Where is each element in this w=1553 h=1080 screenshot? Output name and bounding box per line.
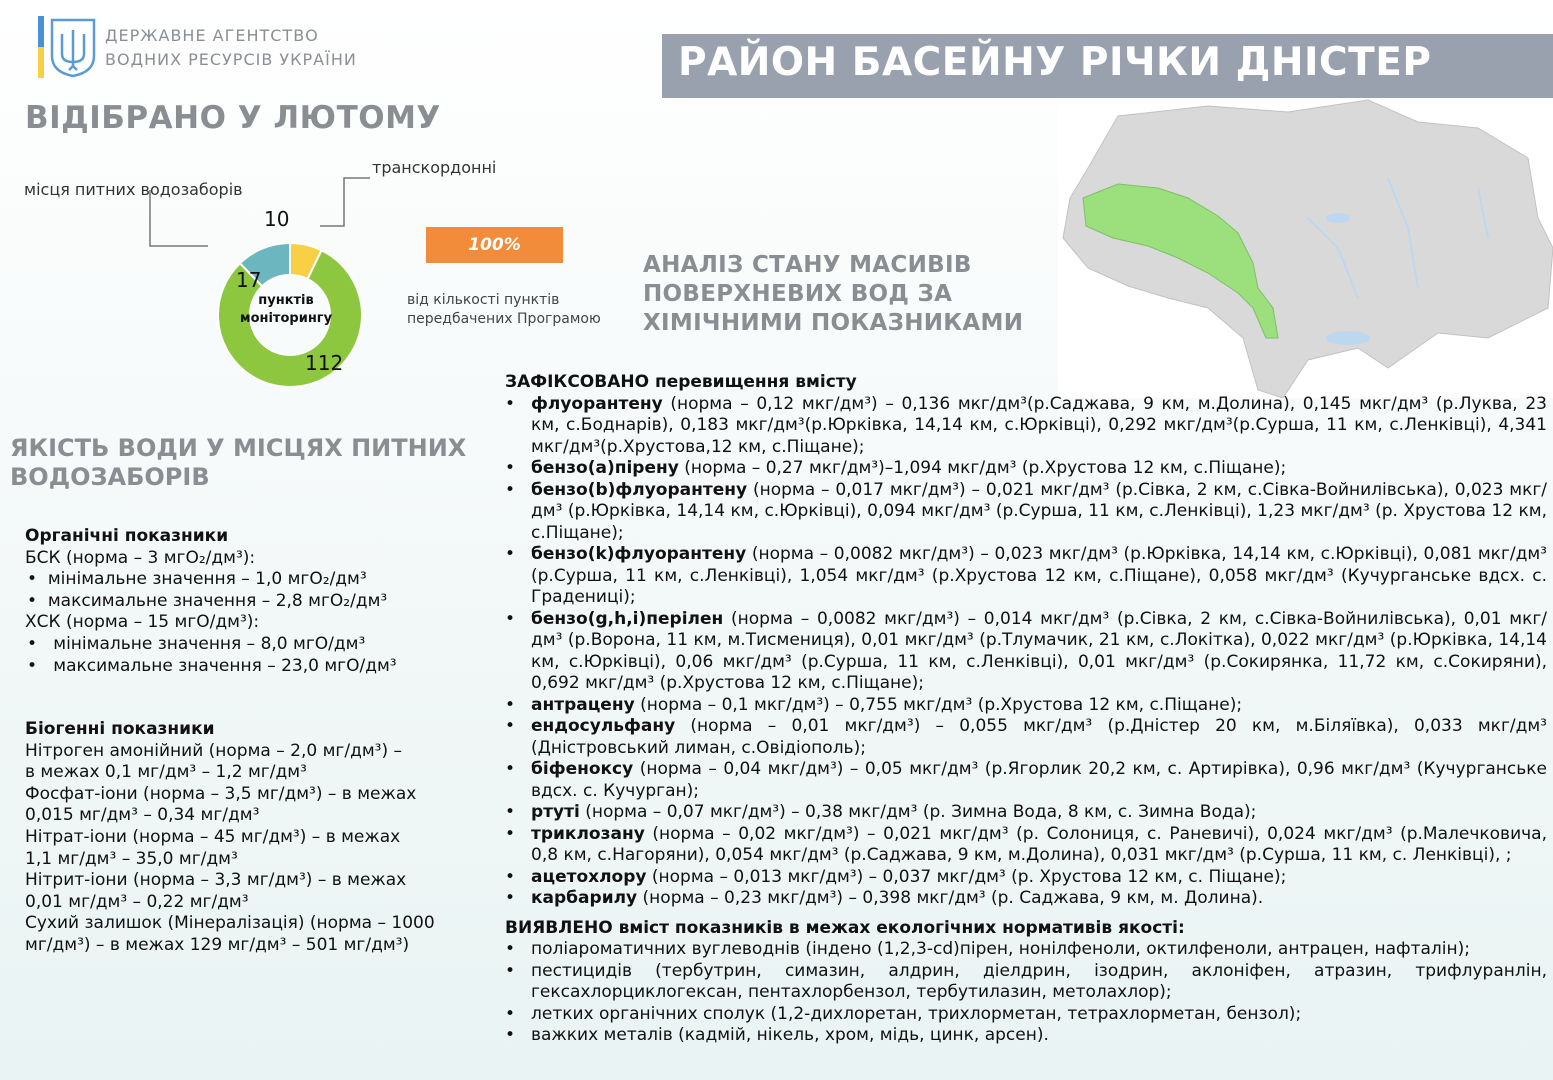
banner-title: РАЙОН БАСЕЙНУ РІЧКИ ДНІСТЕР	[678, 40, 1432, 85]
exceed-item-text: (норма – 0,0082 мкг/дм³) – 0,023 мкг/дм³ (р.Юрківка, 14,14 км, с.Юрківці), 0,081 мкг/дм³ (р.Сурша, 11 км, с.Ленківці), 1,054 мкг/дм³ (р.Хрустова 12 км, с.Піщане), 0,058 мкг/дм³ (Кучурганське вдсх. с. Градениці);	[531, 544, 1547, 607]
exceed-item-text: (норма – 0,1 мкг/дм³) – 0,755 мкг/дм³ (р.Хрустова 12 км, с.Піщане);	[634, 694, 1243, 715]
donut-center-line-1: пунктів	[258, 293, 314, 308]
quality-title-line-2: ВОДОЗАБОРІВ	[10, 463, 210, 491]
percent-note-line-2: передбачених Програмою	[407, 311, 601, 327]
agency-name	[105, 24, 357, 72]
within-item: • пестицидів (тербутрин, симазин, алдрин, діелдрин, ізодрин, аклоніфен, атразин, трифлуранлін, гексахлорциклогексан, пентахлорбензол, тербутилазин, метолахлор);	[505, 961, 1547, 1004]
exceed-item	[505, 824, 1547, 867]
exceed-item	[505, 867, 1547, 889]
ukraine-basin-map	[1058, 98, 1553, 398]
exceed-item-name: триклозану	[531, 823, 645, 844]
within-item: • летких органічних сполук (1,2-дихлоретан, трихлорметан, тетрахлорметан, бензол);	[505, 1004, 1547, 1026]
label-drinking: місця питних водозаборів	[24, 180, 243, 199]
exceed-item-name: бензо(g,h,i)перілен	[531, 608, 724, 629]
trident-emblem-icon	[38, 16, 98, 78]
organic-section	[25, 526, 397, 677]
exceed-item-text: (норма – 0,017 мкг/дм³) – 0,021 мкг/дм³ (р.Сівка, 2 км, с.Сівка-Войнилівська), 0,023 мкг/дм³ (р.Юрківка, 14,14 км, с.Юрківці), 0,094 мкг/дм³ (р.Сурша, 11 км, с.Ленківці), 1,23 мкг/дм³ (р. Хрустова 12 км, с.Піщане);	[531, 479, 1547, 543]
exceed-item-text: (норма – 0,23 мкг/дм³) – 0,398 мкг/дм³ (р. Саджава, 9 км, м. Долина).	[637, 888, 1264, 908]
quality-title	[10, 434, 466, 492]
exceed-item	[505, 888, 1547, 910]
bio-line: Нітрит-іони (норма – 3,3 мг/дм³) – в межах	[25, 870, 407, 891]
hsk-max-line: • максимальне значення – 23,0 мгО/дм³	[27, 655, 397, 676]
bsk-max-text: максимальне значення – 2,8 мгО₂/дм³	[47, 590, 388, 611]
exceed-item-text: (норма – 0,12 мкг/дм³) – 0,136 мкг/дм³(р.Саджава, 9 км, м.Долина), 0,145 мкг/дм³ (р.Луква, 23 км, с.Боднарів), 0,183 мкг/дм³(р.Юрківка, 14,14 км, с.Юрківці), 0,292 мкг/дм³(р.Сурша, 11 км, с.Ленківці), 4,341 мкг/дм³(р.Хрустова,12 км, с.Піщане);	[531, 393, 1547, 457]
exceed-item-name: флуорантену	[531, 393, 663, 414]
exceed-item	[505, 802, 1547, 824]
bio-line: 0,015 мг/дм³ – 0,34 мг/дм³	[25, 805, 260, 826]
exceed-item-name: карбарилу	[531, 888, 638, 908]
bio-line: Фосфат-іони (норма – 3,5 мг/дм³) – в межах	[25, 783, 417, 804]
exceed-item-name: антрацену	[531, 694, 635, 715]
exceed-item	[505, 544, 1547, 609]
exceed-item-text: (норма – 0,04 мкг/дм³) – 0,05 мкг/дм³ (р.Ягорлик 20,2 км, с. Артирівка), 0,96 мкг/дм³ (Кучурганське вдсх. с. Кучурган);	[531, 759, 1547, 801]
within-item: • поліароматичних вуглеводнів (індено (1,2,3-cd)пірен, нонілфеноли, октилфеноли, антрацен, нафталін);	[505, 939, 1547, 961]
exceed-item	[505, 609, 1547, 695]
value-transboundary: 10	[264, 207, 290, 231]
exceed-item-text: (норма – 0,013 мкг/дм³) – 0,037 мкг/дм³ (р. Хрустова 12 км, с. Піщане);	[646, 866, 1287, 887]
donut-center-line-2: моніторингу	[239, 311, 333, 326]
exceed-item	[505, 394, 1547, 459]
hsk-line: ХСК (норма – 15 мгО/дм³):	[25, 612, 260, 633]
exceed-item-name: ртуті	[531, 802, 580, 822]
agency-line-2: ВОДНИХ РЕСУРСІВ УКРАЇНИ	[105, 50, 357, 69]
exceed-item-text: (норма – 0,27 мкг/дм³)–1,094 мкг/дм³ (р.Хрустова 12 км, с.Піщане);	[678, 458, 1287, 478]
value-drinking: 17	[236, 268, 262, 292]
label-transboundary: транскордонні	[372, 158, 497, 177]
exceed-item-text: (норма – 0,02 мкг/дм³) – 0,021 мкг/дм³ (р. Солониця, с. Раневичі), 0,024 мкг/дм³ (р.Малечковича, 0,8 км, с.Нагоряни), 0,054 мкг/дм³ (р.Саджава, 9 км, м.Долина), 0,031 мкг/дм³ (р.Сурша, 11 км, с. Ленківці), ;	[531, 823, 1547, 865]
bio-line: в межах 0,1 мг/дм³ – 1,2 мг/дм³	[25, 762, 307, 783]
exceed-item-name: бензо(b)флуорантену	[531, 479, 748, 500]
exceed-list	[505, 394, 1547, 910]
bio-line: Нітроген амонійний (норма – 2,0 мг/дм³) –	[25, 740, 402, 761]
exceed-item-text: (норма – 0,01 мкг/дм³) – 0,055 мкг/дм³ (р.Дністер 20 км, м.Біляївка), 0,033 мкг/дм³ (Дністровський лиман, с.Овідіополь);	[531, 716, 1547, 758]
exceed-item-name: біфеноксу	[531, 759, 634, 779]
hsk-max-text: максимальне значення – 23,0 мгО/дм³	[53, 655, 397, 676]
bsk-min-text: мінімальне значення – 1,0 мгО₂/дм³	[47, 569, 367, 590]
agency-line-1: ДЕРЖАВНЕ АГЕНТСТВО	[105, 26, 319, 45]
quality-title-line-1: ЯКІСТЬ ВОДИ У МІСЦЯХ ПИТНИХ	[10, 434, 467, 462]
sampling-title: ВІДІБРАНО У ЛЮТОМУ	[25, 100, 441, 136]
bio-line: Сухий залишок (Мінералізація) (норма – 1000	[25, 913, 435, 934]
exceed-item-text: (норма – 0,07 мкг/дм³) – 0,38 мкг/дм³ (р. Зимна Вода, 8 км, с. Зимна Вода);	[579, 802, 1257, 822]
exceed-item	[505, 695, 1547, 717]
bsk-min-line: • мінімальне значення – 1,0 мгО₂/дм³	[27, 569, 367, 590]
exceed-title: ЗАФІКСОВАНО перевищення вмісту	[505, 372, 857, 392]
hsk-min-text: мінімальне значення – 8,0 мгО/дм³	[53, 633, 366, 654]
bsk-line: БСК (норма – 3 мгО₂/дм³):	[25, 547, 256, 568]
exceed-item-name: бензо(k)флуорантену	[531, 544, 747, 564]
organic-title: Органічні показники	[25, 526, 229, 546]
exceed-item-name: ендосульфану	[531, 716, 676, 736]
exceed-item-name: бензо(а)пірену	[531, 458, 679, 478]
bsk-max-line: • максимальне значення – 2,8 мгО₂/дм³	[27, 590, 388, 611]
biogenic-title: Біогенні показники	[25, 719, 215, 739]
exceed-item	[505, 458, 1547, 480]
analysis-title-line-2: ПОВЕРХНЕВИХ ВОД ЗА	[643, 281, 953, 307]
analysis-title	[643, 251, 1023, 338]
within-list	[505, 939, 1547, 1047]
bio-line: Нітрат-іони (норма – 45 мг/дм³) – в межах	[25, 826, 401, 847]
exceed-item-text: (норма – 0,0082 мкг/дм³) – 0,014 мкг/дм³ (р.Сівка, 2 км, с.Сівка-Войнилівська), 0,01 мкг/дм³ (р.Ворона, 11 км, м.Тисмениця), 0,01 мкг/дм³ (р.Тлумачик, 21 км, с.Локітка), 0,022 мкг/дм³ (р.Юрківка, 14,14 км, с.Юрківці), 0,06 мкг/дм³ (р.Сурша, 11 км, с.Ленківці), 0,01 мкг/дм³ (р.Сокирянка, 11,72 км, с.Сокиряни), 0,692 мкг/дм³ (р.Хрустова 12 км, с.Піщане);	[531, 608, 1547, 693]
analysis-title-line-1: АНАЛІЗ СТАНУ МАСИВІВ	[643, 252, 972, 278]
bio-line: 1,1 мг/дм³ – 35,0 мг/дм³	[25, 848, 238, 869]
exceed-item	[505, 716, 1547, 759]
exceed-item	[505, 480, 1547, 545]
within-title: ВИЯВЛЕНО вміст показників в межах екологічних нормативів якості:	[505, 917, 1185, 938]
exceedance-section	[505, 372, 1547, 1047]
percent-note-line-1: від кількості пунктів	[407, 292, 560, 308]
analysis-title-line-3: ХІМІЧНИМИ ПОКАЗНИКАМИ	[643, 310, 1024, 336]
bio-line: 0,01 мг/дм³ – 0,22 мг/дм³	[25, 891, 249, 912]
exceed-item	[505, 759, 1547, 802]
donut-center-label	[236, 292, 336, 328]
exceed-item-name: ацетохлору	[531, 866, 647, 887]
biogenic-section	[25, 719, 435, 957]
title-banner	[662, 34, 1553, 98]
hsk-min-line: • мінімальне значення – 8,0 мгО/дм³	[27, 633, 366, 654]
percent-note	[407, 291, 601, 329]
within-item: • важких металів (кадмій, нікель, хром, мідь, цинк, арсен).	[505, 1025, 1547, 1047]
leader-line-transboundary	[320, 178, 370, 226]
percent-badge: 100%	[426, 227, 563, 263]
value-monitoring: 112	[305, 351, 344, 375]
bio-line: мг/дм³) – в межах 129 мг/дм³ – 501 мг/дм³)	[25, 934, 410, 955]
